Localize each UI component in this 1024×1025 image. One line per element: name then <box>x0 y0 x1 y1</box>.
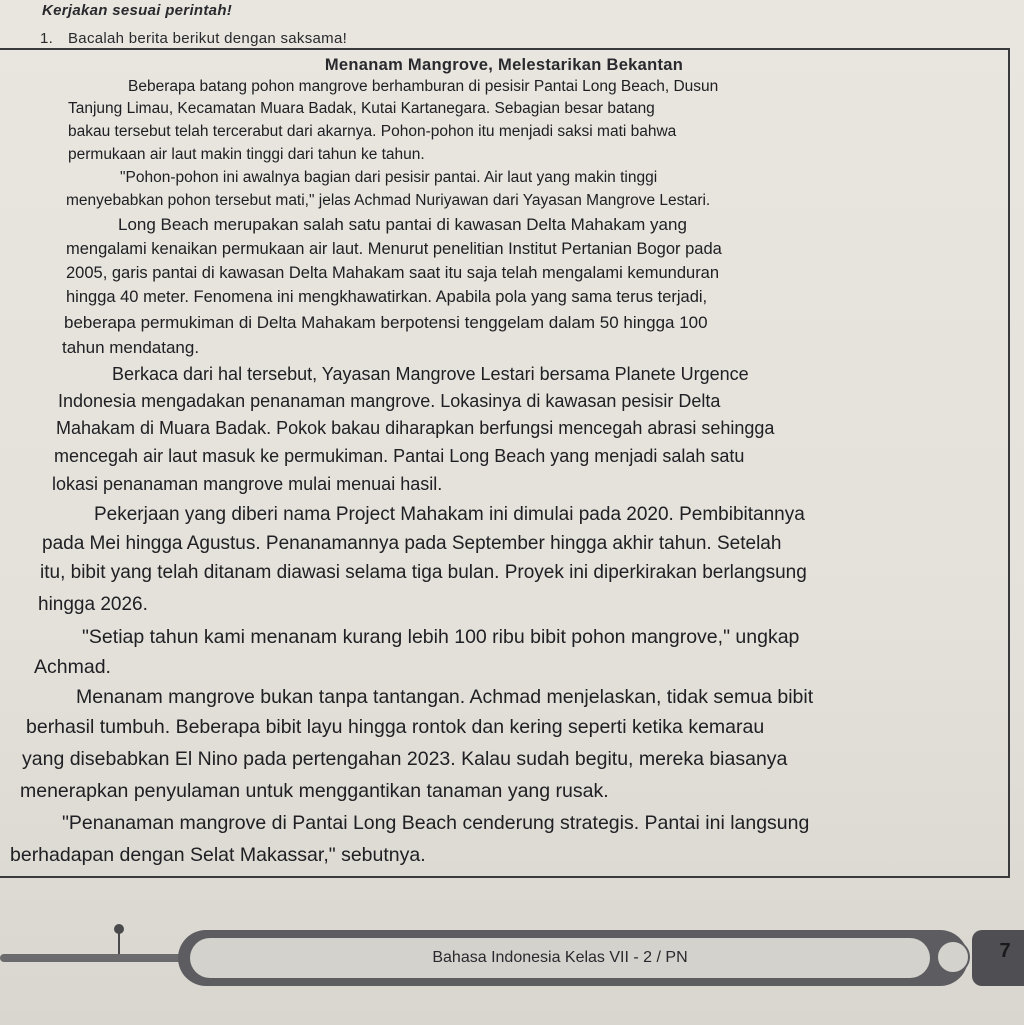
article-line: Mahakam di Muara Badak. Pokok bakau diharapkan berfungsi mencegah abrasi sehingga <box>56 418 775 438</box>
footer-circle-icon <box>936 940 970 974</box>
article-line: berhadapan dengan Selat Makassar," sebutnya. <box>10 844 426 866</box>
footer-band <box>0 930 1024 990</box>
task-text: Bacalah berita berikut dengan saksama! <box>68 30 348 47</box>
task-item <box>40 30 347 47</box>
article-line: "Penanaman mangrove di Pantai Long Beach cenderung strategis. Pantai ini langsung <box>62 812 810 834</box>
article-line: hingga 40 meter. Fenomena ini mengkhawatirkan. Apabila pola yang sama terus terjadi, <box>66 288 708 306</box>
article-line: mencegah air laut masuk ke permukiman. Pantai Long Beach yang menjadi salah satu <box>54 446 745 466</box>
article-line: Indonesia mengadakan penanaman mangrove. Lokasinya di kawasan pesisir Delta <box>58 391 721 411</box>
article-line: Long Beach merupakan salah satu pantai di kawasan Delta Mahakam yang <box>118 215 687 234</box>
article-line: Tanjung Limau, Kecamatan Muara Badak, Kutai Kartanegara. Sebagian besar batang <box>68 100 655 117</box>
article-line: yang disebabkan El Nino pada pertengahan 2023. Kalau sudah begitu, mereka biasanya <box>22 748 788 770</box>
article-line: Berkaca dari hal tersebut, Yayasan Mangrove Lestari bersama Planete Urgence <box>112 364 749 384</box>
task-number: 1. <box>40 30 54 47</box>
article-line: mengalami kenaikan permukaan air laut. Menurut penelitian Institut Pertanian Bogor pada <box>66 240 722 258</box>
article-line: berhasil tumbuh. Beberapa bibit layu hingga rontok dan kering seperti ketika kemarau <box>26 716 765 738</box>
footer-band-left <box>0 954 200 962</box>
article-line: itu, bibit yang telah ditanam diawasi selama tiga bulan. Proyek ini diperkirakan berlangsung <box>40 562 807 583</box>
article-line: hingga 2026. <box>38 594 148 615</box>
article-line: Pekerjaan yang diberi nama Project Mahakam ini dimulai pada 2020. Pembibitannya <box>94 504 805 525</box>
article-line: 2005, garis pantai di kawasan Delta Mahakam saat itu saja telah mengalami kemunduran <box>66 264 720 282</box>
instruction-heading: Kerjakan sesuai perintah! <box>42 2 233 19</box>
article-line: lokasi penanaman mangrove mulai menuai hasil. <box>52 474 443 494</box>
article-line: pada Mei hingga Agustus. Penanamannya pada September hingga akhir tahun. Setelah <box>42 533 782 554</box>
article-line: menerapkan penyulaman untuk menggantikan tanaman yang rusak. <box>20 780 609 802</box>
article-line: menyebabkan pohon tersebut mati," jelas Achmad Nuriyawan dari Yayasan Mangrove Lestari. <box>66 192 711 209</box>
footer-text: Bahasa Indonesia Kelas VII - 2 / PN <box>432 949 688 966</box>
page-number: 7 <box>999 940 1011 962</box>
article-title: Menanam Mangrove, Melestarikan Bekantan <box>324 56 684 74</box>
article-line: "Pohon-pohon ini awalnya bagian dari pesisir pantai. Air laut yang makin tinggi <box>120 169 658 186</box>
article-line: Beberapa batang pohon mangrove berhamburan di pesisir Pantai Long Beach, Dusun <box>128 78 719 95</box>
article-line: permukaan air laut makin tinggi dari tahun ke tahun. <box>68 146 425 163</box>
article-line: Menanam mangrove bukan tanpa tantangan. Achmad menjelaskan, tidak semua bibit <box>76 686 814 708</box>
article-line: "Setiap tahun kami menanam kurang lebih 100 ribu bibit pohon mangrove," ungkap <box>82 626 800 648</box>
article-line: beberapa permukiman di Delta Mahakam berpotensi tenggelam dalam 50 hingga 100 <box>64 313 708 332</box>
article-line: bakau tersebut telah tercerabut dari akarnya. Pohon-pohon itu menjadi saksi mati bahwa <box>68 123 677 140</box>
article-line: tahun mendatang. <box>62 338 200 357</box>
article-line: Achmad. <box>34 656 111 678</box>
